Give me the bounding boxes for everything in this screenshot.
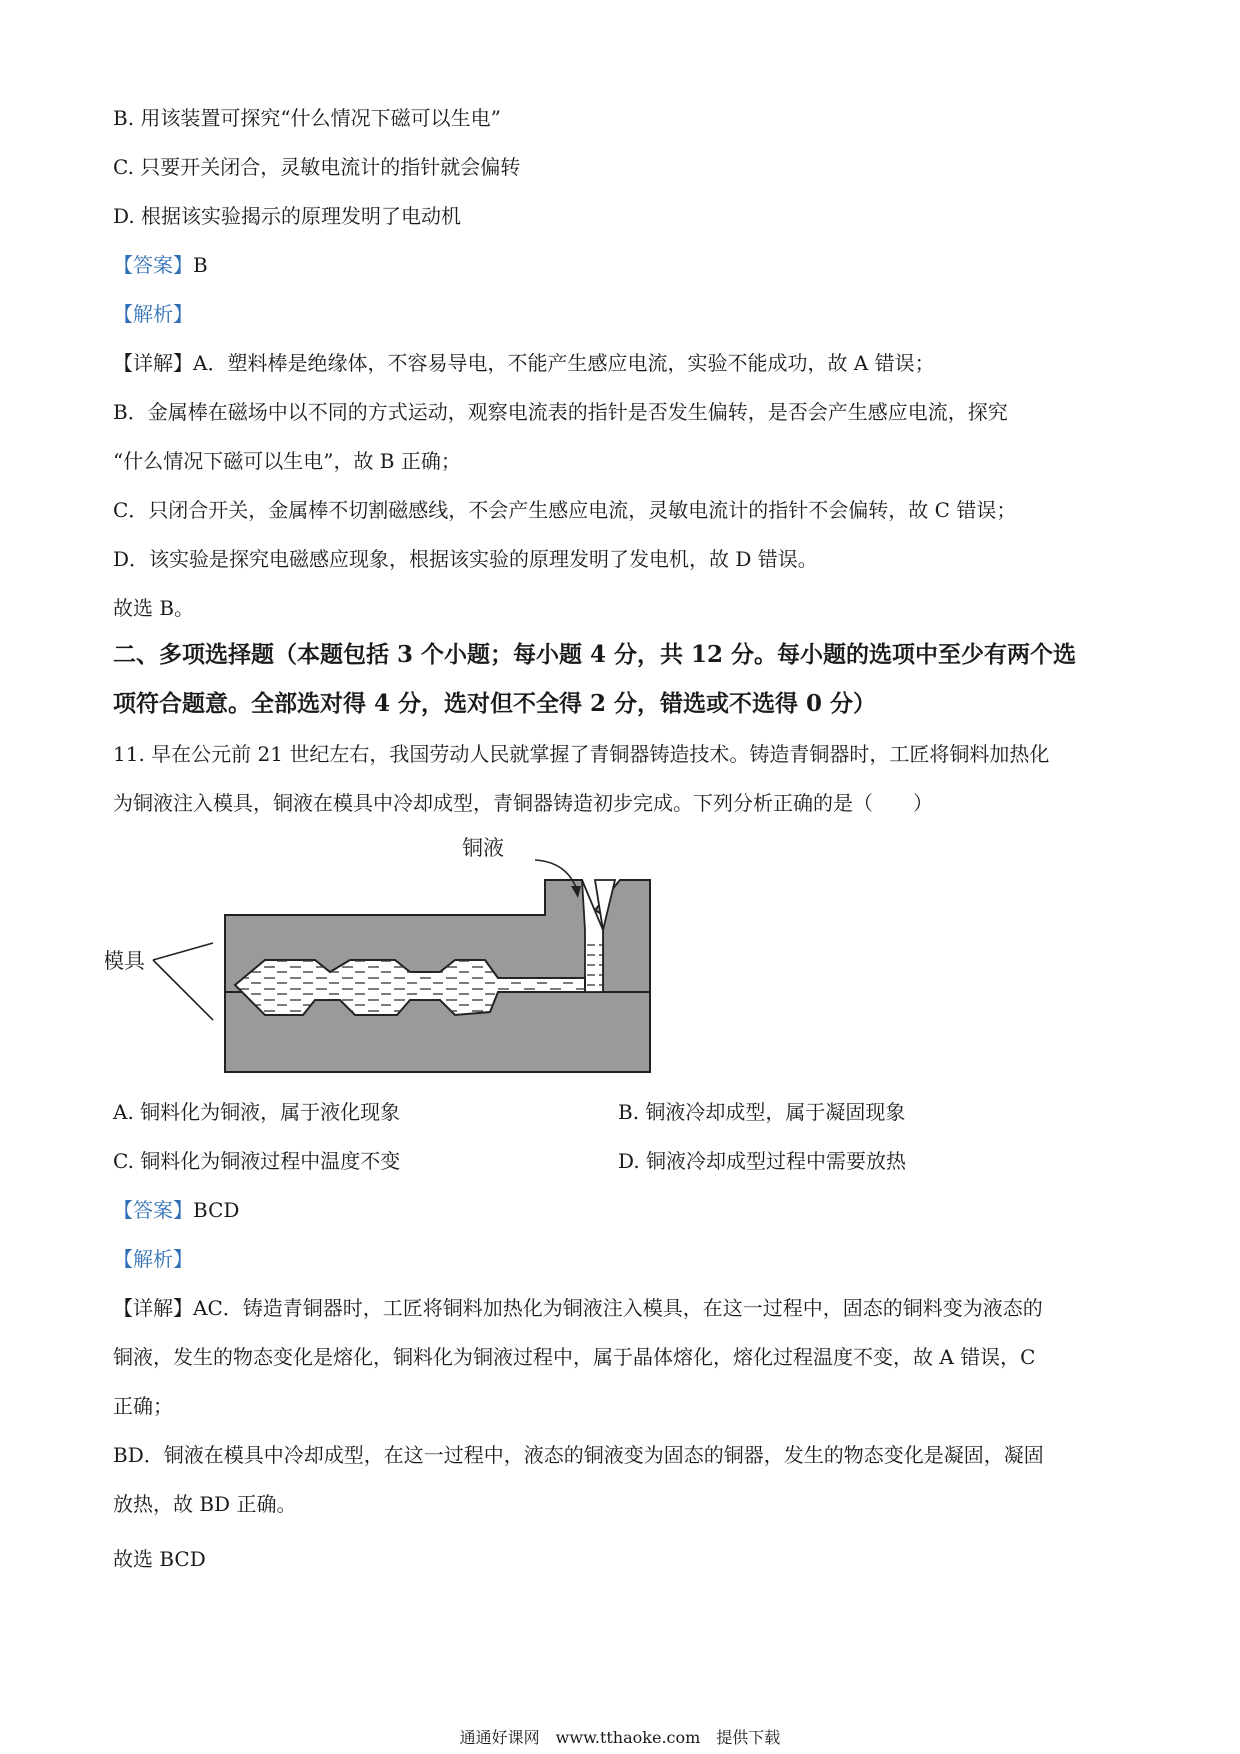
answer-tag: 【答案】 [113, 253, 193, 277]
q11-stem-1: 11. 早在公元前 21 世纪左右，我国劳动人民就掌握了青铜器铸造技术。铸造青铜器时，工匠将铜料加热化 [113, 742, 1050, 766]
q10-detail-b1: B．金属棒在磁场中以不同的方式运动，观察电流表的指针是否发生偏转，是否会产生感应电流，探究 [113, 400, 1008, 424]
detail-tag: 【详解】 [113, 1296, 193, 1320]
q11-detail-bd1: BD．铜液在模具中冷却成型，在这一过程中，液态的铜液变为固态的铜器，发生的物态变化是凝固，凝固 [113, 1443, 1044, 1467]
q11-detail-ac3: 正确； [113, 1394, 173, 1418]
q11-conclusion: 故选 BCD [113, 1547, 206, 1571]
q11-stem-2: 为铜液注入模具，铜液在模具中冷却成型，青铜器铸造初步完成。下列分析正确的是（ ） [113, 791, 933, 815]
q11-option-c: C. 铜料化为铜液过程中温度不变 [113, 1149, 401, 1173]
q10-detail-a [113, 349, 935, 377]
q11-option-a: A. 铜料化为铜液，属于液化现象 [113, 1100, 401, 1124]
option-d: D. 根据该实验揭示的原理发明了电动机 [113, 204, 462, 228]
q11-option-d: D. 铜液冷却成型过程中需要放热 [618, 1149, 907, 1173]
q11-option-b: B. 铜液冷却成型，属于凝固现象 [618, 1100, 906, 1124]
q11-detail-bd2: 放热，故 BD 正确。 [113, 1492, 297, 1516]
mold-leader-bottom [153, 960, 213, 1020]
answer-value: BCD [193, 1198, 240, 1222]
label-mold: 模具 [105, 949, 145, 973]
section-heading-line-2: 项符合题意。全部选对得 4 分，选对但不全得 2 分，错选或不选得 0 分） [113, 690, 877, 717]
q10-analysis-tag: 【解析】 [113, 302, 193, 326]
page-footer: 通通好课网 www.tthaoke.com 提供下载 [459, 1728, 781, 1747]
mold-diagram-svg [105, 830, 665, 1080]
mold-leader-top [153, 943, 213, 960]
q10-conclusion: 故选 B。 [113, 596, 195, 620]
q10-detail-b2: “什么情况下磁可以生电”，故 B 正确； [113, 449, 461, 473]
mold-diagram [105, 830, 665, 1084]
option-b: B. 用该装置可探究“什么情况下磁可以生电” [113, 106, 501, 130]
q11-detail-ac1 [113, 1294, 1043, 1322]
detail-tag: 【详解】 [113, 351, 193, 375]
section-heading-line-1: 二、多项选择题（本题包括 3 个小题；每小题 4 分，共 12 分。每小题的选项中至少有两个选 [113, 641, 1077, 668]
option-c: C. 只要开关闭合，灵敏电流计的指针就会偏转 [113, 155, 521, 179]
q10-detail-d: D．该实验是探究电磁感应现象，根据该实验的原理发明了发电机，故 D 错误。 [113, 547, 818, 571]
q11-analysis-tag: 【解析】 [113, 1247, 193, 1271]
q10-detail-c: C．只闭合开关，金属棒不切割磁感线，不会产生感应电流，灵敏电流计的指针不会偏转，故 C 错误； [113, 498, 1017, 522]
q10-answer [113, 251, 208, 279]
q11-answer [113, 1196, 239, 1224]
label-liquid: 铜液 [462, 836, 504, 860]
q11-detail-ac2: 铜液，发生的物态变化是熔化，铜料化为铜液过程中，属于晶体熔化，熔化过程温度不变，故 A 错误，C [113, 1345, 1036, 1369]
detail-text: A．塑料棒是绝缘体，不容易导电，不能产生感应电流，实验不能成功，故 A 错误； [193, 351, 935, 375]
answer-tag: 【答案】 [113, 1198, 193, 1222]
detail-text: AC．铸造青铜器时，工匠将铜料加热化为铜液注入模具，在这一过程中，固态的铜料变为液态的 [193, 1296, 1043, 1320]
answer-value: B [193, 253, 208, 277]
